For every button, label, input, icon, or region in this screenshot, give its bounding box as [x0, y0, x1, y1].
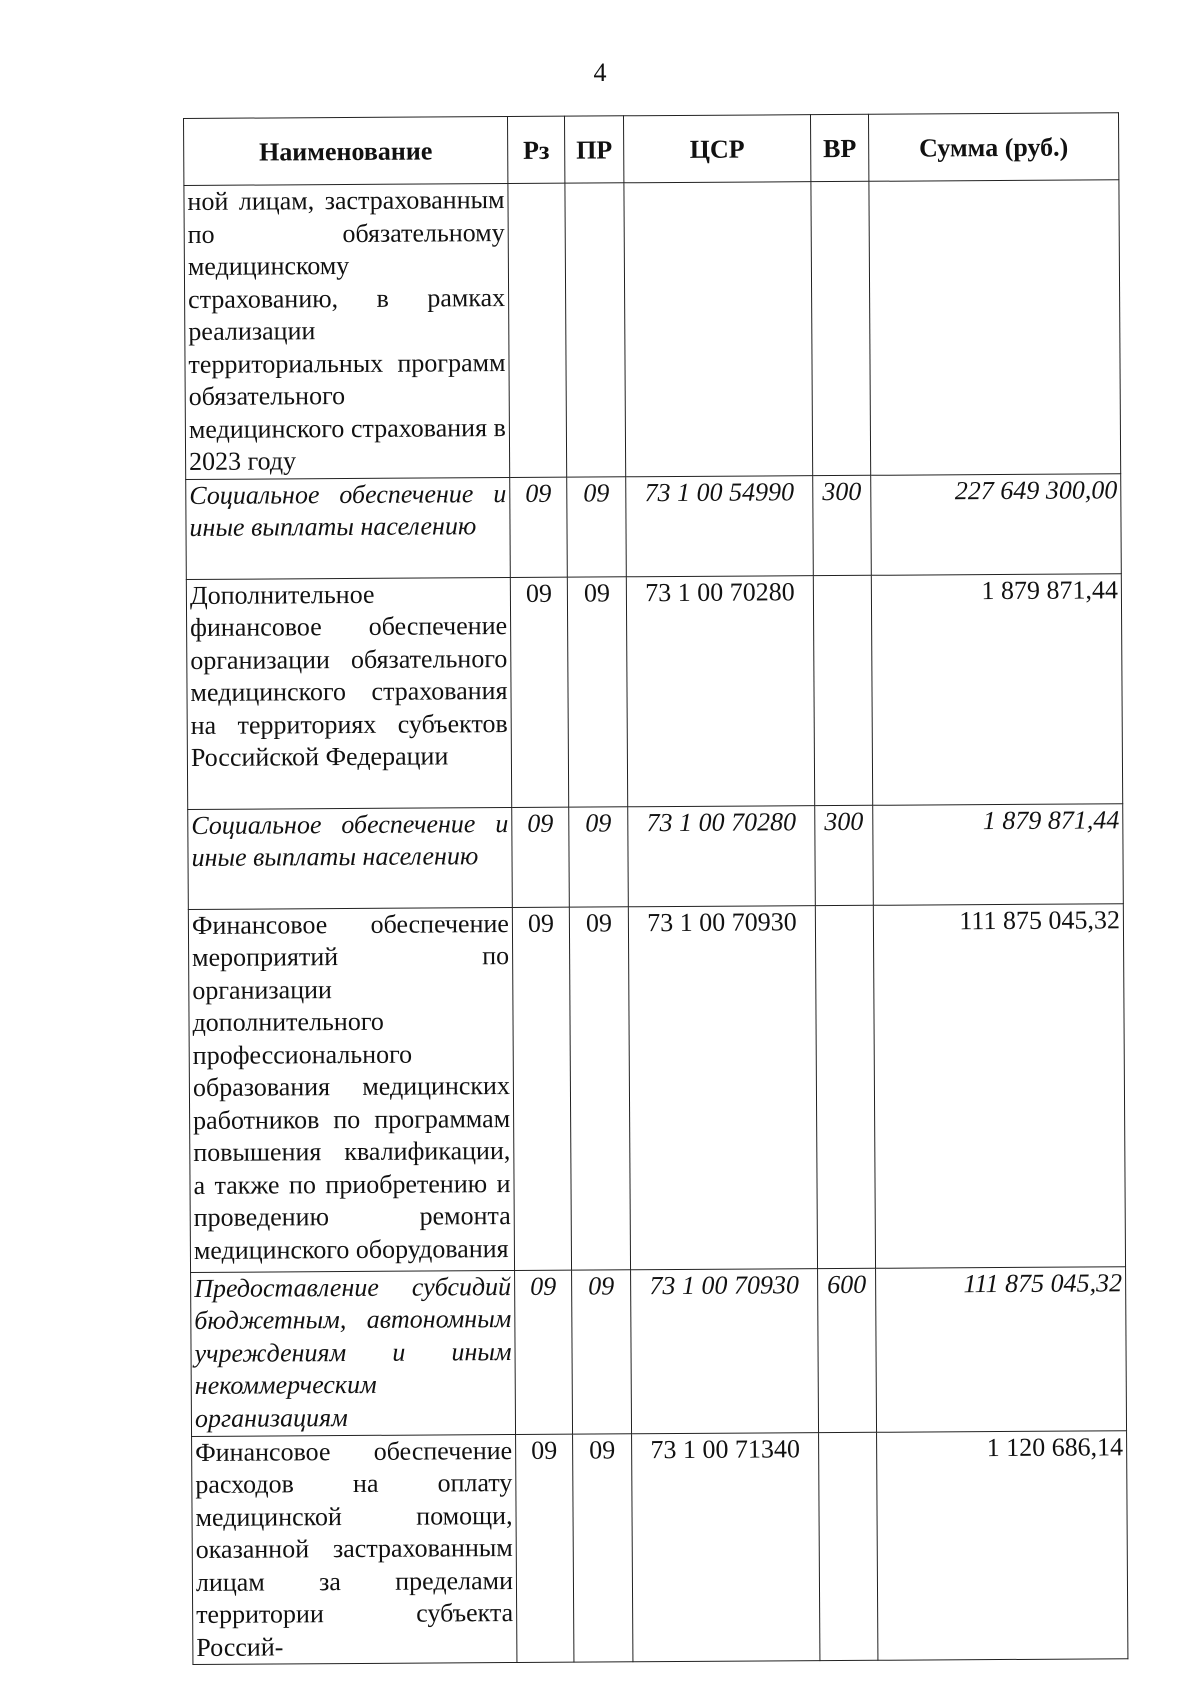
row-vr [811, 181, 871, 475]
table-row [186, 573, 1122, 809]
row-csr: 73 1 00 70930 [631, 1268, 819, 1433]
row-name: ной лицам, застрахованным по обязательному медицинскому страхованию, в рамках реализации территориальных программ обязательного медицинского страхования в 2023 году [184, 184, 510, 479]
row-pr: 09 [567, 576, 627, 806]
row-name: Финансовое обеспечение мероприятий по организации дополнительного профессионального образования медицинских работников по программам повышения квалификации, а также по приобретению и проведению ремонта медицинского оборудования [188, 907, 514, 1272]
page-number: 4 [593, 58, 607, 87]
row-vr: 300 [813, 475, 872, 575]
row-name: Предоставление субсидий бюджетным, автономным учреждениям и иным некоммерческим организациям [191, 1270, 516, 1436]
row-sum: 1 879 871,44 [873, 803, 1124, 905]
row-name: Дополнительное финансовое обеспечение организации обязательного медицинского страхования на территориях субъектов Российской Федерации [186, 577, 511, 809]
row-name: Финансовое обеспечение расходов на оплату медицинской помощи, оказанной застрахованным лицам за пределами территории субъекта Россий- [192, 1434, 517, 1664]
row-csr [624, 182, 813, 477]
row-sum: 1 879 871,44 [871, 573, 1122, 805]
row-vr: 300 [815, 805, 874, 905]
row-sum: 227 649 300,00 [871, 473, 1122, 575]
table-row [192, 1430, 1128, 1664]
table-row [188, 903, 1125, 1272]
row-rz: 09 [510, 577, 568, 807]
row-pr: 09 [573, 1433, 633, 1662]
header-csr: ЦСР [623, 115, 810, 183]
table-row [188, 803, 1124, 909]
row-rz: 09 [510, 477, 568, 577]
row-sum: 1 120 686,14 [877, 1430, 1128, 1660]
table-row [186, 473, 1122, 579]
table-header-row [184, 113, 1119, 186]
row-csr: 73 1 00 70280 [628, 805, 816, 906]
row-rz: 09 [516, 1434, 574, 1663]
row-rz [508, 183, 567, 477]
header-sum: Сумма (руб.) [868, 113, 1118, 182]
row-pr: 09 [567, 476, 627, 576]
row-vr [815, 905, 875, 1268]
row-sum [869, 180, 1121, 475]
row-name: Социальное обеспечение и иные выплаты населению [186, 477, 511, 579]
row-csr: 73 1 00 70930 [628, 905, 817, 1269]
row-csr: 73 1 00 70280 [626, 575, 814, 806]
row-vr: 600 [818, 1268, 877, 1432]
header-pr: ПР [564, 116, 623, 183]
row-name: Социальное обеспечение и иные выплаты населению [188, 807, 513, 909]
header-name: Наименование [184, 117, 508, 186]
budget-table [183, 112, 1128, 1665]
table-row [184, 180, 1121, 479]
row-pr: 09 [569, 906, 630, 1269]
row-sum: 111 875 045,32 [876, 1266, 1127, 1432]
row-vr [813, 575, 872, 805]
row-pr: 09 [569, 806, 629, 906]
row-csr: 73 1 00 54990 [626, 475, 814, 576]
row-pr [565, 183, 626, 477]
row-rz: 09 [515, 1270, 573, 1434]
row-csr: 73 1 00 71340 [632, 1432, 820, 1662]
row-sum: 111 875 045,32 [873, 903, 1125, 1268]
header-vr: ВР [810, 114, 868, 181]
header-rz: Рз [507, 116, 564, 183]
row-rz: 09 [512, 907, 571, 1270]
row-vr [819, 1432, 878, 1661]
table-row [191, 1266, 1127, 1436]
row-pr: 09 [572, 1269, 632, 1433]
row-rz: 09 [512, 807, 570, 907]
